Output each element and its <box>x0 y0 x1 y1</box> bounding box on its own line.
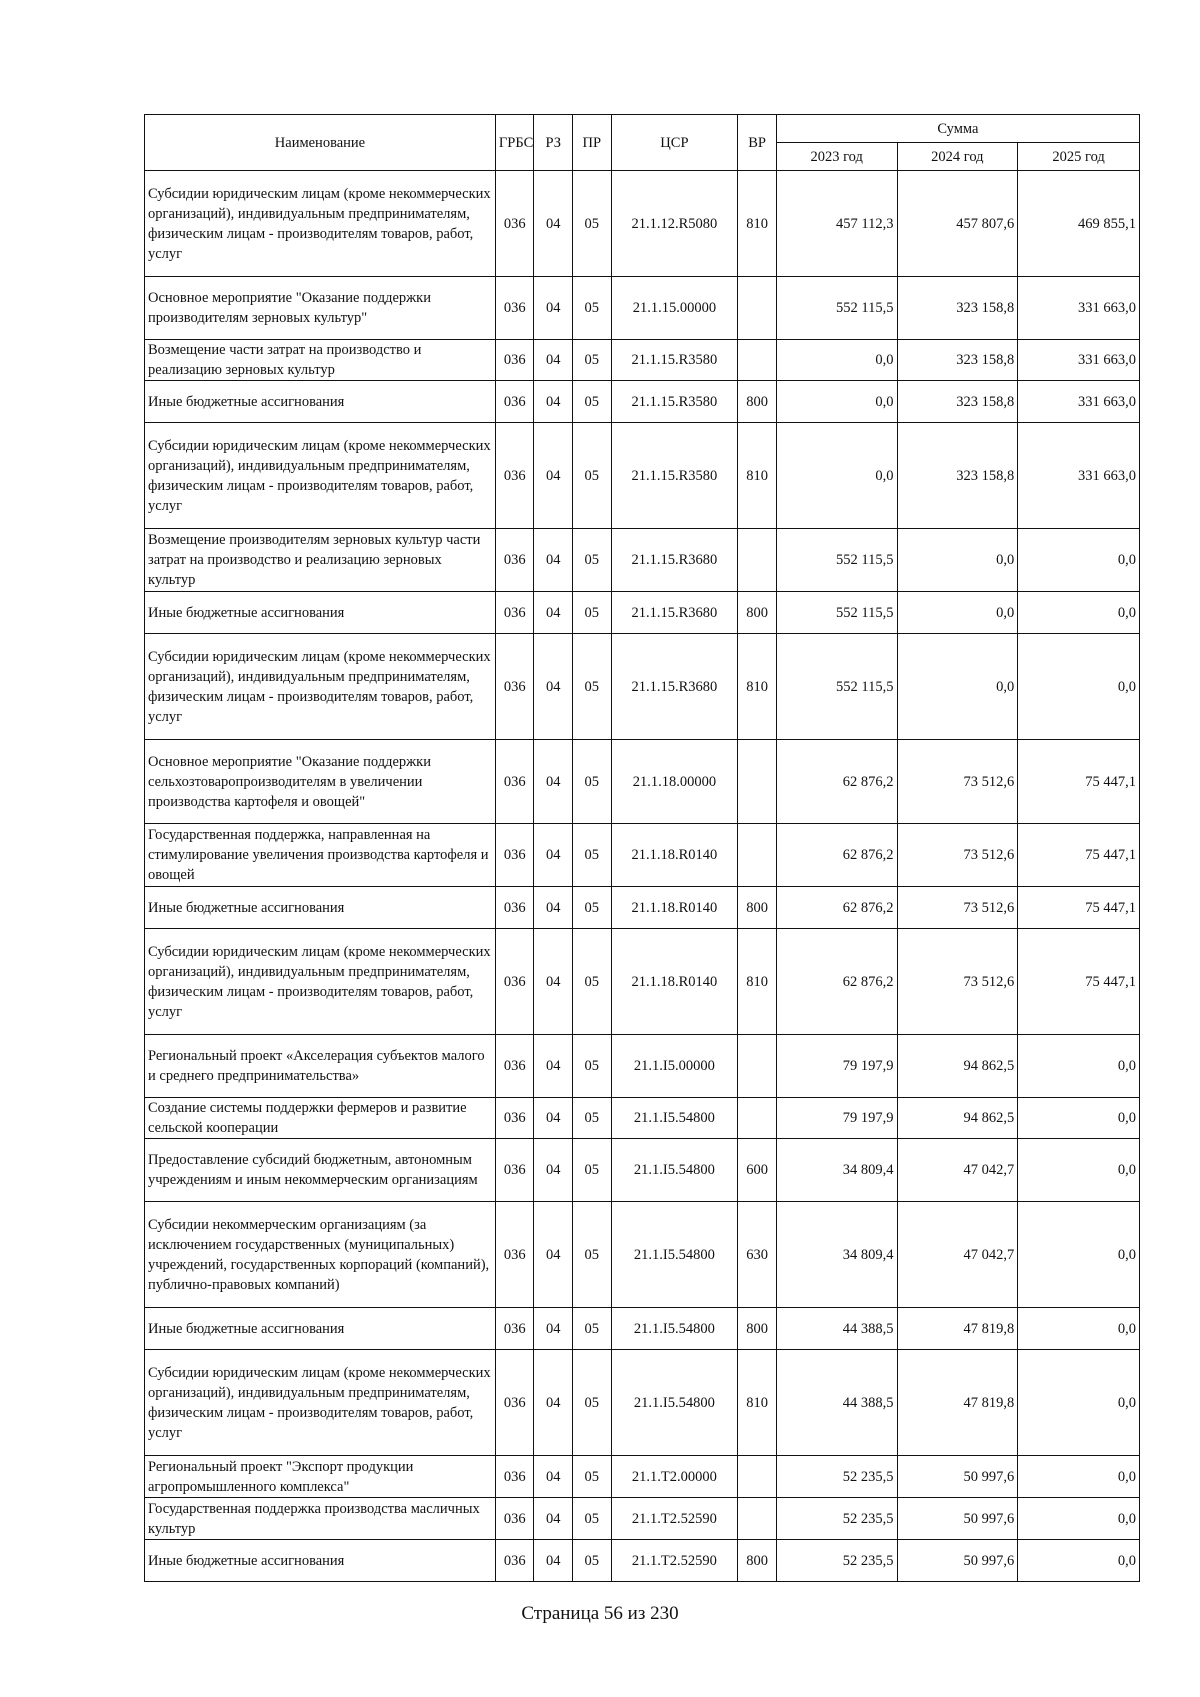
cell-csr: 21.1.T2.52590 <box>611 1540 738 1582</box>
cell-2023: 44 388,5 <box>776 1350 897 1456</box>
cell-csr: 21.1.I5.54800 <box>611 1202 738 1308</box>
cell-2024: 73 512,6 <box>897 887 1018 929</box>
cell-rz: 04 <box>534 887 573 929</box>
col-header-2024: 2024 год <box>897 143 1018 171</box>
cell-2024: 0,0 <box>897 592 1018 634</box>
cell-name: Государственная поддержка производства масличных культур <box>145 1498 496 1540</box>
cell-rz: 04 <box>534 1035 573 1098</box>
cell-2025: 331 663,0 <box>1018 423 1140 529</box>
cell-csr: 21.1.18.R0140 <box>611 887 738 929</box>
cell-vr: 800 <box>738 592 777 634</box>
cell-csr: 21.1.I5.54800 <box>611 1308 738 1350</box>
cell-csr: 21.1.I5.54800 <box>611 1139 738 1202</box>
cell-pr: 05 <box>572 592 611 634</box>
cell-pr: 05 <box>572 423 611 529</box>
cell-2023: 34 809,4 <box>776 1202 897 1308</box>
cell-grbs: 036 <box>495 381 534 423</box>
cell-2024: 47 042,7 <box>897 1139 1018 1202</box>
cell-rz: 04 <box>534 1498 573 1540</box>
cell-name: Возмещение производителям зерновых культур части затрат на производство и реализацию зерновых культур <box>145 529 496 592</box>
cell-2023: 457 112,3 <box>776 171 897 277</box>
cell-name: Основное мероприятие "Оказание поддержки сельхозтоваропроизводителям в увеличении производства картофеля и овощей" <box>145 740 496 824</box>
cell-2023: 62 876,2 <box>776 929 897 1035</box>
cell-grbs: 036 <box>495 1308 534 1350</box>
cell-name: Государственная поддержка, направленная на стимулирование увеличения производства картофеля и овощей <box>145 824 496 887</box>
cell-name: Иные бюджетные ассигнования <box>145 1540 496 1582</box>
col-header-vr: ВР <box>738 115 777 171</box>
col-header-csr: ЦСР <box>611 115 738 171</box>
cell-2023: 0,0 <box>776 381 897 423</box>
cell-grbs: 036 <box>495 824 534 887</box>
cell-2023: 79 197,9 <box>776 1098 897 1139</box>
cell-name: Субсидии юридическим лицам (кроме некоммерческих организаций), индивидуальным предпринимателям, физическим лицам - производителям товаров, работ, услуг <box>145 634 496 740</box>
cell-rz: 04 <box>534 1098 573 1139</box>
cell-vr: 810 <box>738 171 777 277</box>
cell-vr: 600 <box>738 1139 777 1202</box>
cell-pr: 05 <box>572 887 611 929</box>
cell-2025: 0,0 <box>1018 634 1140 740</box>
cell-2023: 44 388,5 <box>776 1308 897 1350</box>
col-header-pr: ПР <box>572 115 611 171</box>
cell-rz: 04 <box>534 824 573 887</box>
cell-name: Субсидии юридическим лицам (кроме некоммерческих организаций), индивидуальным предпринимателям, физическим лицам - производителям товаров, работ, услуг <box>145 423 496 529</box>
cell-rz: 04 <box>534 740 573 824</box>
cell-pr: 05 <box>572 1456 611 1498</box>
table-row <box>145 277 1140 340</box>
cell-name: Региональный проект «Акселерация субъектов малого и среднего предпринимательства» <box>145 1035 496 1098</box>
table-row <box>145 929 1140 1035</box>
table-row <box>145 1308 1140 1350</box>
cell-2024: 50 997,6 <box>897 1456 1018 1498</box>
cell-pr: 05 <box>572 929 611 1035</box>
cell-2024: 73 512,6 <box>897 824 1018 887</box>
cell-name: Субсидии юридическим лицам (кроме некоммерческих организаций), индивидуальным предпринимателям, физическим лицам - производителям товаров, работ, услуг <box>145 929 496 1035</box>
cell-2025: 0,0 <box>1018 1350 1140 1456</box>
col-header-sum: Сумма <box>776 115 1139 143</box>
cell-csr: 21.1.I5.54800 <box>611 1350 738 1456</box>
cell-2025: 0,0 <box>1018 1540 1140 1582</box>
cell-2023: 62 876,2 <box>776 740 897 824</box>
cell-csr: 21.1.18.R0140 <box>611 824 738 887</box>
cell-csr: 21.1.18.R0140 <box>611 929 738 1035</box>
cell-2025: 75 447,1 <box>1018 929 1140 1035</box>
cell-grbs: 036 <box>495 887 534 929</box>
col-header-grbs: ГРБС <box>495 115 534 171</box>
cell-pr: 05 <box>572 529 611 592</box>
table-row <box>145 1202 1140 1308</box>
cell-2024: 94 862,5 <box>897 1098 1018 1139</box>
cell-2025: 0,0 <box>1018 1202 1140 1308</box>
cell-grbs: 036 <box>495 1350 534 1456</box>
cell-2025: 75 447,1 <box>1018 740 1140 824</box>
cell-csr: 21.1.15.R3580 <box>611 381 738 423</box>
cell-2023: 62 876,2 <box>776 824 897 887</box>
cell-pr: 05 <box>572 1308 611 1350</box>
cell-vr: 810 <box>738 929 777 1035</box>
table-row <box>145 1035 1140 1098</box>
cell-2023: 52 235,5 <box>776 1456 897 1498</box>
cell-csr: 21.1.18.00000 <box>611 740 738 824</box>
cell-grbs: 036 <box>495 634 534 740</box>
cell-grbs: 036 <box>495 277 534 340</box>
cell-name: Иные бюджетные ассигнования <box>145 381 496 423</box>
table-row <box>145 529 1140 592</box>
cell-pr: 05 <box>572 740 611 824</box>
cell-rz: 04 <box>534 423 573 529</box>
cell-name: Основное мероприятие "Оказание поддержки производителям зерновых культур" <box>145 277 496 340</box>
cell-2024: 0,0 <box>897 529 1018 592</box>
table-row <box>145 1498 1140 1540</box>
cell-csr: 21.1.15.R3680 <box>611 634 738 740</box>
cell-2023: 552 115,5 <box>776 592 897 634</box>
col-header-2025: 2025 год <box>1018 143 1140 171</box>
cell-grbs: 036 <box>495 1540 534 1582</box>
cell-2024: 323 158,8 <box>897 340 1018 381</box>
cell-2023: 52 235,5 <box>776 1498 897 1540</box>
cell-rz: 04 <box>534 1139 573 1202</box>
page-number: Страница 56 из 230 <box>521 1603 679 1624</box>
cell-csr: 21.1.15.R3580 <box>611 423 738 529</box>
cell-2025: 0,0 <box>1018 1498 1140 1540</box>
cell-vr: 800 <box>738 381 777 423</box>
cell-rz: 04 <box>534 592 573 634</box>
cell-2024: 0,0 <box>897 634 1018 740</box>
cell-vr <box>738 824 777 887</box>
cell-2024: 73 512,6 <box>897 740 1018 824</box>
cell-csr: 21.1.15.R3580 <box>611 340 738 381</box>
cell-rz: 04 <box>534 277 573 340</box>
cell-2024: 50 997,6 <box>897 1540 1018 1582</box>
cell-grbs: 036 <box>495 1035 534 1098</box>
cell-csr: 21.1.T2.00000 <box>611 1456 738 1498</box>
cell-grbs: 036 <box>495 1098 534 1139</box>
cell-grbs: 036 <box>495 340 534 381</box>
cell-name: Региональный проект "Экспорт продукции агропромышленного комплекса" <box>145 1456 496 1498</box>
cell-2024: 323 158,8 <box>897 381 1018 423</box>
cell-2025: 331 663,0 <box>1018 340 1140 381</box>
cell-csr: 21.1.I5.54800 <box>611 1098 738 1139</box>
cell-rz: 04 <box>534 1308 573 1350</box>
cell-name: Субсидии некоммерческим организациям (за исключением государственных (муниципальных) учреждений, государственных корпораций (компаний), публично-правовых компаний) <box>145 1202 496 1308</box>
cell-2024: 94 862,5 <box>897 1035 1018 1098</box>
cell-rz: 04 <box>534 1540 573 1582</box>
cell-name: Субсидии юридическим лицам (кроме некоммерческих организаций), индивидуальным предпринимателям, физическим лицам - производителям товаров, работ, услуг <box>145 1350 496 1456</box>
cell-grbs: 036 <box>495 929 534 1035</box>
cell-2023: 552 115,5 <box>776 277 897 340</box>
cell-pr: 05 <box>572 1540 611 1582</box>
cell-pr: 05 <box>572 1202 611 1308</box>
cell-grbs: 036 <box>495 592 534 634</box>
table-row <box>145 381 1140 423</box>
cell-2024: 47 042,7 <box>897 1202 1018 1308</box>
cell-grbs: 036 <box>495 1456 534 1498</box>
table-header <box>145 115 1140 171</box>
cell-csr: 21.1.I5.00000 <box>611 1035 738 1098</box>
cell-2024: 73 512,6 <box>897 929 1018 1035</box>
cell-2025: 0,0 <box>1018 1035 1140 1098</box>
cell-grbs: 036 <box>495 1498 534 1540</box>
cell-2023: 52 235,5 <box>776 1540 897 1582</box>
cell-pr: 05 <box>572 171 611 277</box>
cell-2025: 469 855,1 <box>1018 171 1140 277</box>
cell-rz: 04 <box>534 529 573 592</box>
cell-pr: 05 <box>572 277 611 340</box>
table-row <box>145 1350 1140 1456</box>
table-row <box>145 340 1140 381</box>
cell-2023: 62 876,2 <box>776 887 897 929</box>
cell-grbs: 036 <box>495 529 534 592</box>
cell-vr <box>738 1498 777 1540</box>
cell-2023: 0,0 <box>776 340 897 381</box>
cell-grbs: 036 <box>495 423 534 529</box>
cell-pr: 05 <box>572 381 611 423</box>
table-row <box>145 1456 1140 1498</box>
cell-csr: 21.1.12.R5080 <box>611 171 738 277</box>
col-header-2023: 2023 год <box>776 143 897 171</box>
cell-2024: 323 158,8 <box>897 423 1018 529</box>
cell-vr: 800 <box>738 1308 777 1350</box>
table-row <box>145 592 1140 634</box>
table-row <box>145 887 1140 929</box>
cell-pr: 05 <box>572 1098 611 1139</box>
cell-vr <box>738 1035 777 1098</box>
cell-vr <box>738 340 777 381</box>
cell-rz: 04 <box>534 929 573 1035</box>
cell-vr <box>738 277 777 340</box>
cell-vr: 800 <box>738 887 777 929</box>
cell-grbs: 036 <box>495 740 534 824</box>
cell-2024: 47 819,8 <box>897 1308 1018 1350</box>
table-row <box>145 634 1140 740</box>
cell-2025: 0,0 <box>1018 1456 1140 1498</box>
table-row <box>145 740 1140 824</box>
table-row <box>145 423 1140 529</box>
cell-2025: 331 663,0 <box>1018 381 1140 423</box>
budget-table <box>144 114 1140 1582</box>
cell-2023: 552 115,5 <box>776 634 897 740</box>
cell-vr <box>738 740 777 824</box>
cell-2023: 0,0 <box>776 423 897 529</box>
cell-rz: 04 <box>534 1456 573 1498</box>
cell-vr: 810 <box>738 634 777 740</box>
table-row <box>145 171 1140 277</box>
cell-rz: 04 <box>534 171 573 277</box>
cell-name: Предоставление субсидий бюджетным, автономным учреждениям и иным некоммерческим организациям <box>145 1139 496 1202</box>
cell-pr: 05 <box>572 1350 611 1456</box>
table-row <box>145 824 1140 887</box>
cell-csr: 21.1.15.00000 <box>611 277 738 340</box>
cell-pr: 05 <box>572 1035 611 1098</box>
cell-rz: 04 <box>534 634 573 740</box>
cell-2025: 0,0 <box>1018 1098 1140 1139</box>
cell-2023: 552 115,5 <box>776 529 897 592</box>
cell-name: Иные бюджетные ассигнования <box>145 887 496 929</box>
cell-grbs: 036 <box>495 1139 534 1202</box>
cell-2025: 75 447,1 <box>1018 824 1140 887</box>
cell-grbs: 036 <box>495 1202 534 1308</box>
cell-vr <box>738 529 777 592</box>
cell-rz: 04 <box>534 1350 573 1456</box>
cell-name: Субсидии юридическим лицам (кроме некоммерческих организаций), индивидуальным предпринимателям, физическим лицам - производителям товаров, работ, услуг <box>145 171 496 277</box>
cell-pr: 05 <box>572 1498 611 1540</box>
cell-pr: 05 <box>572 634 611 740</box>
cell-rz: 04 <box>534 340 573 381</box>
cell-rz: 04 <box>534 381 573 423</box>
cell-2025: 0,0 <box>1018 1308 1140 1350</box>
col-header-name: Наименование <box>145 115 496 171</box>
table-row <box>145 1540 1140 1582</box>
cell-name: Возмещение части затрат на производство и реализацию зерновых культур <box>145 340 496 381</box>
cell-2024: 457 807,6 <box>897 171 1018 277</box>
table-row <box>145 1098 1140 1139</box>
cell-vr <box>738 1456 777 1498</box>
cell-2025: 75 447,1 <box>1018 887 1140 929</box>
cell-vr: 810 <box>738 1350 777 1456</box>
cell-csr: 21.1.15.R3680 <box>611 592 738 634</box>
cell-2024: 50 997,6 <box>897 1498 1018 1540</box>
cell-pr: 05 <box>572 824 611 887</box>
cell-grbs: 036 <box>495 171 534 277</box>
cell-pr: 05 <box>572 340 611 381</box>
cell-vr: 810 <box>738 423 777 529</box>
col-header-rz: РЗ <box>534 115 573 171</box>
cell-2023: 34 809,4 <box>776 1139 897 1202</box>
cell-rz: 04 <box>534 1202 573 1308</box>
cell-2025: 331 663,0 <box>1018 277 1140 340</box>
table-row <box>145 1139 1140 1202</box>
cell-2025: 0,0 <box>1018 1139 1140 1202</box>
cell-2023: 79 197,9 <box>776 1035 897 1098</box>
cell-vr: 630 <box>738 1202 777 1308</box>
cell-vr <box>738 1098 777 1139</box>
cell-csr: 21.1.15.R3680 <box>611 529 738 592</box>
cell-vr: 800 <box>738 1540 777 1582</box>
cell-name: Иные бюджетные ассигнования <box>145 1308 496 1350</box>
table-body <box>145 171 1140 1582</box>
cell-name: Иные бюджетные ассигнования <box>145 592 496 634</box>
cell-2025: 0,0 <box>1018 592 1140 634</box>
cell-2024: 47 819,8 <box>897 1350 1018 1456</box>
cell-2025: 0,0 <box>1018 529 1140 592</box>
cell-2024: 323 158,8 <box>897 277 1018 340</box>
cell-pr: 05 <box>572 1139 611 1202</box>
cell-csr: 21.1.T2.52590 <box>611 1498 738 1540</box>
cell-name: Создание системы поддержки фермеров и развитие сельской кооперации <box>145 1098 496 1139</box>
